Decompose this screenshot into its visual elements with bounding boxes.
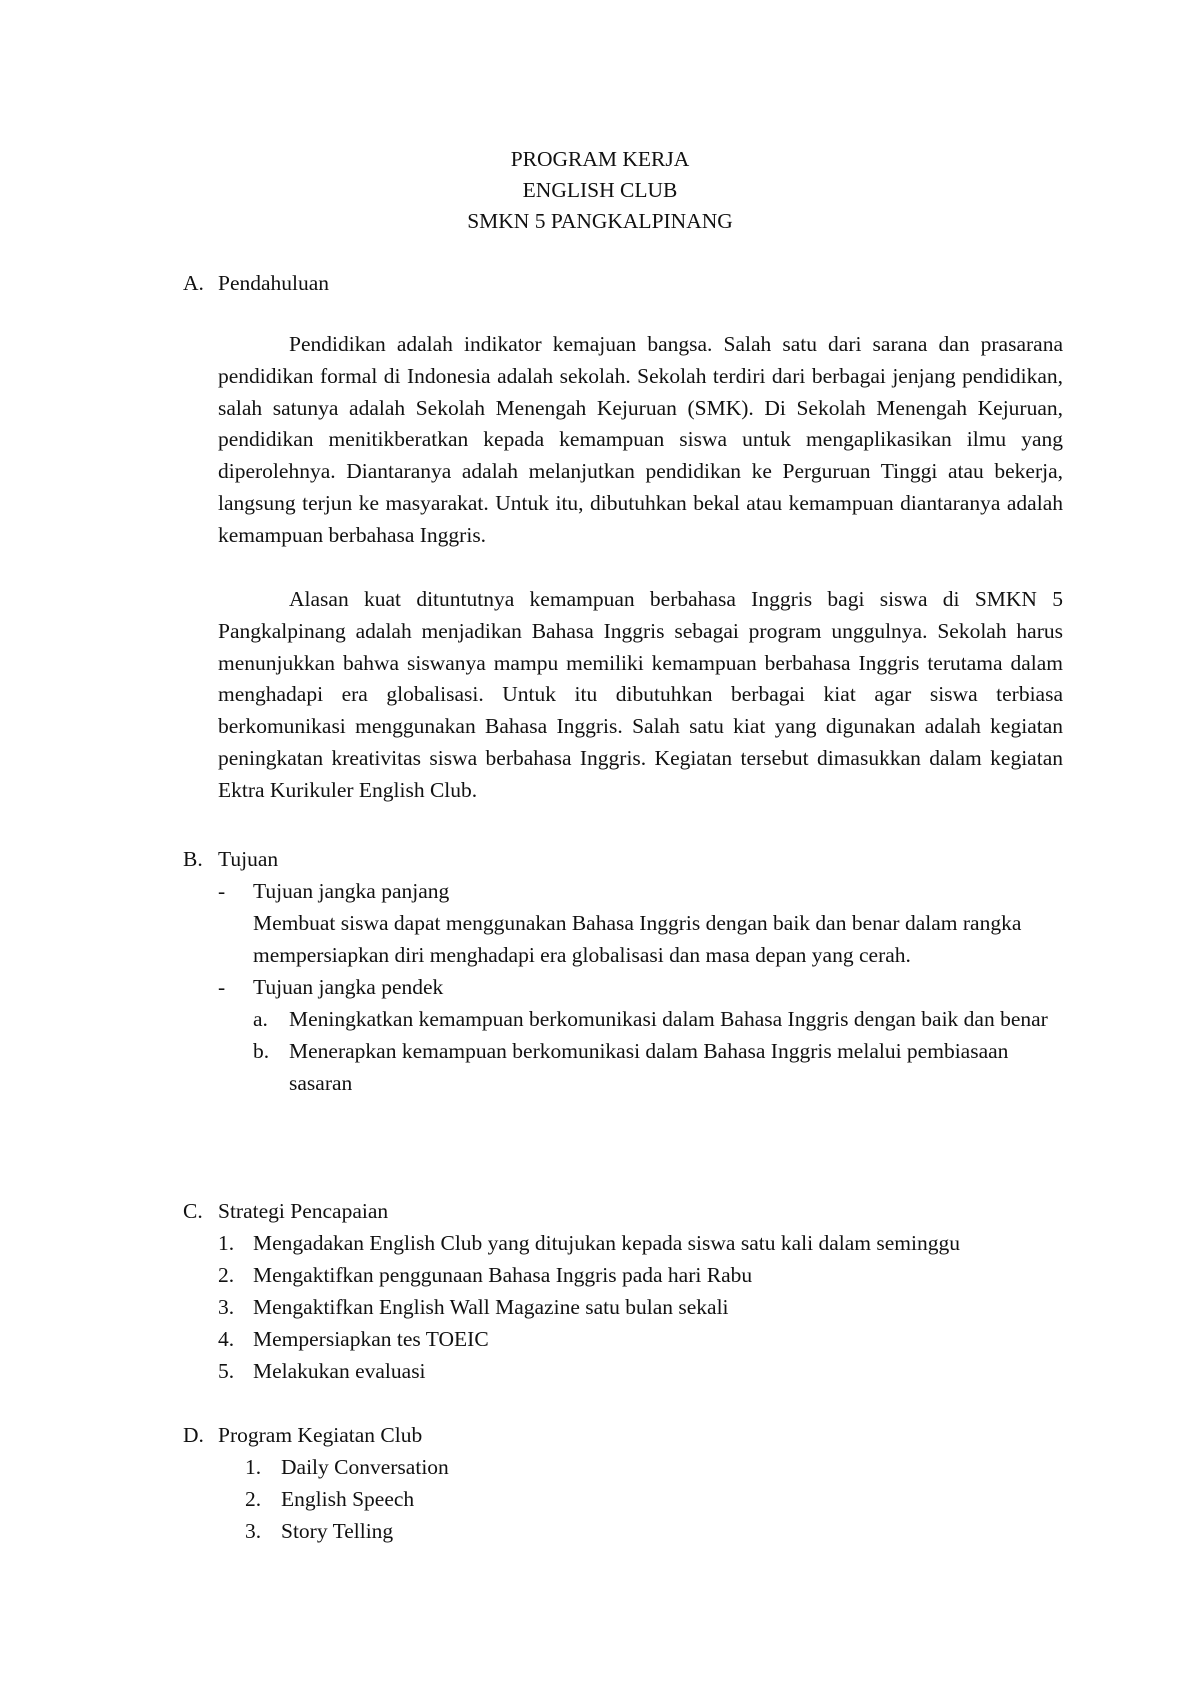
document-title [0,144,1200,237]
section-d-title: Program Kegiatan Club [218,1423,423,1447]
section-d [183,1419,1063,1547]
strategy-item-number: 1. [218,1231,235,1255]
title-line-1: PROGRAM KERJA [510,147,690,171]
short-term-item-text: Meningkatkan kemampuan berkomunikasi dalam Bahasa Inggris dengan baik dan benar [289,1007,1048,1031]
section-b-title: Tujuan [218,847,279,871]
section-a-title: Pendahuluan [218,271,330,295]
short-term-goal [218,971,1063,1099]
strategy-item-number: 5. [218,1359,235,1383]
strategy-item-number: 3. [218,1295,235,1319]
strategy-item [218,1259,1063,1291]
club-activity-text: Story Telling [281,1519,394,1543]
section-a-paragraph-2: Alasan kuat dituntutnya kemampuan berbahasa Inggris bagi siswa di SMKN 5 Pangkalpinang adalah menjadikan Bahasa Inggris sebagai program unggulnya. Sekolah harus menunjukkan bahwa siswanya mampu memiliki kemampuan berbahasa Inggris terutama dalam menghadapi era globalisasi. Untuk itu dibutuhkan berbagai kiat agar siswa terbiasa berkomunikasi menggunakan Bahasa Inggris. Salah satu kiat yang digunakan adalah kegiatan peningkatan kreativitas siswa berbahasa Inggris. Kegiatan tersebut dimasukkan dalam kegiatan Ektra Kurikuler English Club. [218,587,1063,802]
short-term-item-text: Menerapkan kemampuan berkomunikasi dalam Bahasa Inggris melalui pembiasaan sasaran [289,1039,1009,1095]
section-c-title: Strategi Pencapaian [218,1199,389,1223]
strategy-item-text: Mengadakan English Club yang ditujukan kepada siswa satu kali dalam seminggu [253,1231,960,1255]
short-term-dash: - [218,975,226,999]
strategy-item-text: Mengaktifkan penggunaan Bahasa Inggris pada hari Rabu [253,1263,753,1287]
strategy-item [218,1323,1063,1355]
club-activity-text: Daily Conversation [281,1455,449,1479]
club-activity-number: 3. [245,1519,262,1543]
strategy-item [218,1227,1063,1259]
club-activity-number: 1. [245,1455,262,1479]
strategy-item-text: Mempersiapkan tes TOEIC [253,1327,489,1351]
section-b [183,843,1063,1099]
section-c [183,1195,1063,1387]
section-d-letter: D. [183,1423,204,1447]
short-term-label: Tujuan jangka pendek [253,975,444,999]
strategy-item-text: Mengaktifkan English Wall Magazine satu bulan sekali [253,1295,729,1319]
section-a-heading [183,267,1063,299]
long-term-dash: - [218,879,226,903]
section-c-letter: C. [183,1199,203,1223]
short-term-item-mark: b. [253,1039,270,1063]
short-term-item-mark: a. [253,1007,268,1031]
club-activity-number: 2. [245,1487,262,1511]
section-a-paragraph-1: Pendidikan adalah indikator kemajuan bangsa. Salah satu dari sarana dan prasarana pendidikan formal di Indonesia adalah sekolah. Sekolah terdiri dari berbagai jenjang pendidikan, salah satunya adalah Sekolah Menengah Kejuruan (SMK). Di Sekolah Menengah Kejuruan, pendidikan menitikberatkan kepada kemampuan siswa untuk mengaplikasikan ilmu yang diperolehnya. Diantaranya adalah melanjutkan pendidikan ke Perguruan Tinggi atau bekerja, langsung terjun ke masyarakat. Untuk itu, dibutuhkan bekal atau kemampuan diantaranya adalah kemampuan berbahasa Inggris. [218,332,1063,547]
long-term-goal [218,875,1063,971]
long-term-text: Membuat siswa dapat menggunakan Bahasa Inggris dengan baik dan benar dalam rangka mempersiapkan diri menghadapi era globalisasi dan masa depan yang cerah. [253,911,1022,967]
strategy-item-text: Melakukan evaluasi [253,1359,426,1383]
short-term-item [253,1035,1063,1099]
title-line-2: ENGLISH CLUB [522,178,678,202]
strategy-item [218,1355,1063,1387]
strategy-item-number: 4. [218,1327,235,1351]
title-line-3: SMKN 5 PANGKALPINANG [467,209,733,233]
club-activity-item [245,1483,1063,1515]
section-a-letter: A. [183,271,204,295]
club-activity-item [245,1515,1063,1547]
long-term-label: Tujuan jangka panjang [253,879,450,903]
section-b-letter: B. [183,847,203,871]
club-activity-item [245,1451,1063,1483]
strategy-item-number: 2. [218,1263,235,1287]
strategy-item [218,1291,1063,1323]
club-activity-text: English Speech [281,1487,415,1511]
short-term-item [253,1003,1063,1035]
